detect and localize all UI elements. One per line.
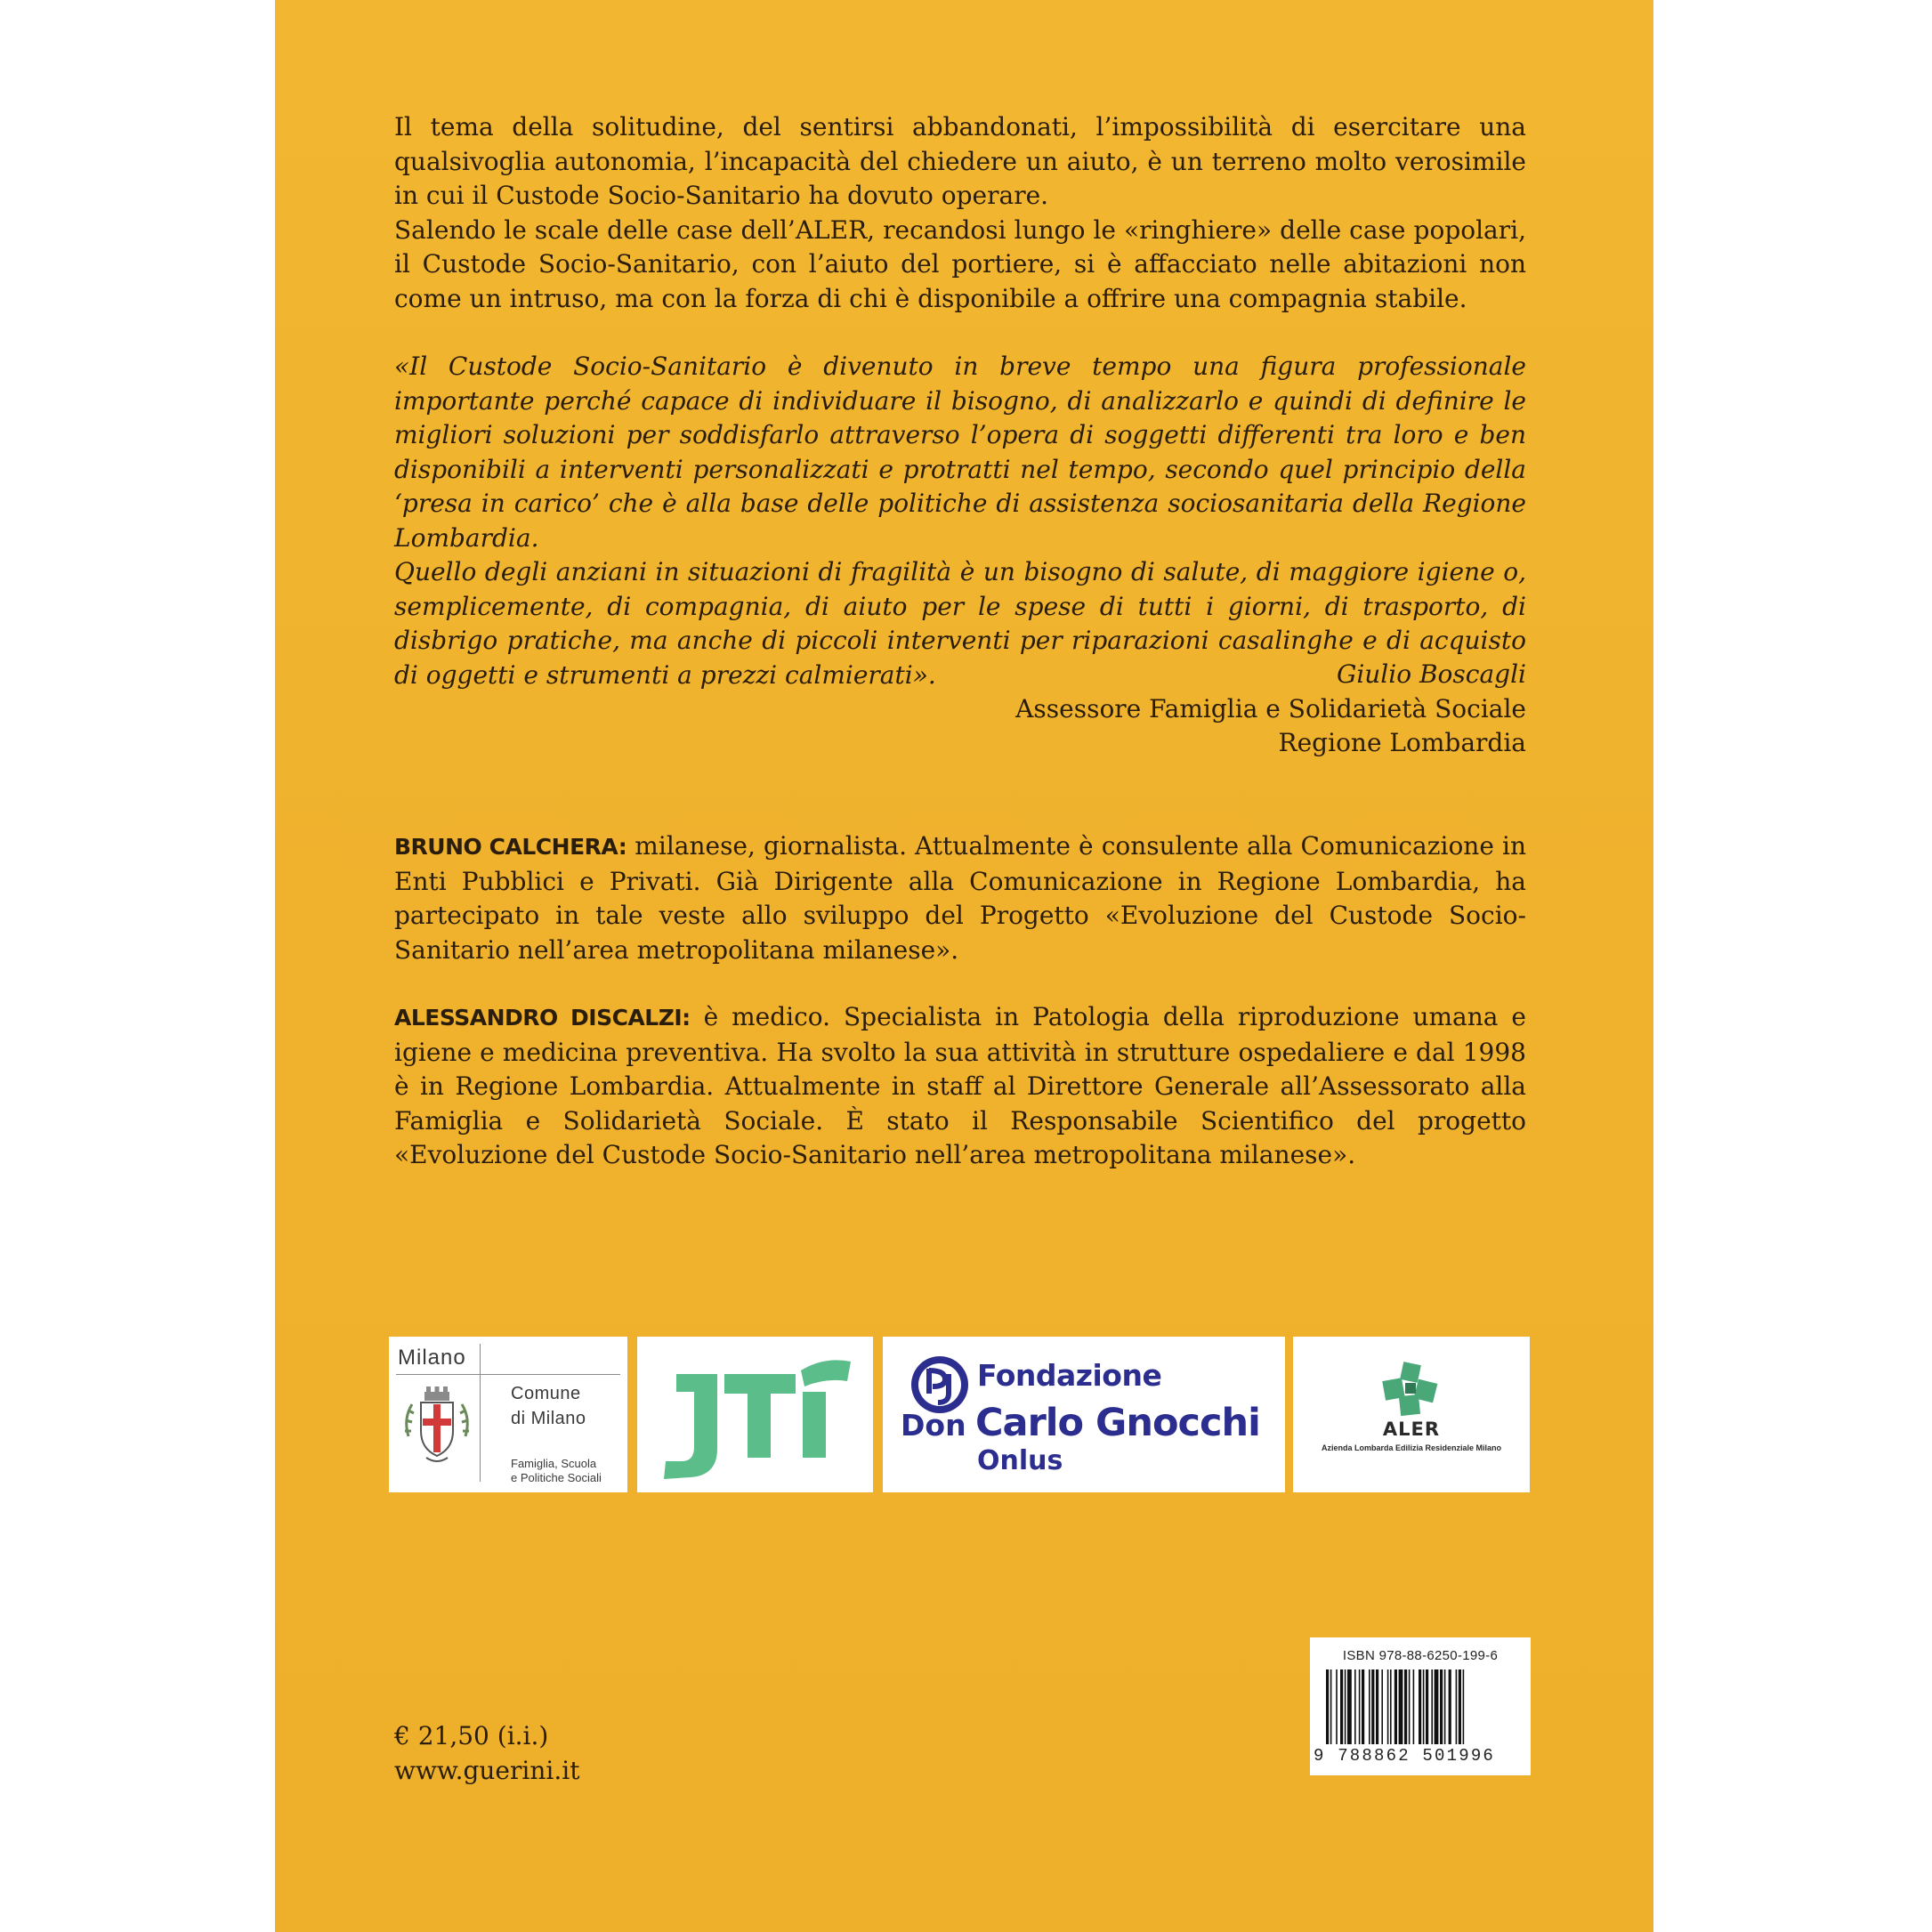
intro-paragraph-1: Il tema della solitudine, del sentirsi abbandonati, l’impossibilità di esercitare una qualsivoglia autonomia, l’incapacità del chiedere un aiuto, è un terreno molto verosimile in cui il Custode Socio-Sanitario ha dovuto operare. [394, 112, 1526, 210]
signature-name: Giulio Boscagli [1336, 659, 1526, 689]
author-bio-discalzi [394, 1000, 1526, 1173]
milano-department-text [511, 1457, 602, 1485]
milano-divider-vertical [480, 1344, 481, 1482]
intro-text [394, 110, 1526, 316]
gnocchi-line-carlo-gnocchi: Carlo Gnocchi [975, 1401, 1260, 1445]
isbn-barcode [1310, 1637, 1531, 1775]
gnocchi-wordmark [883, 1337, 1285, 1492]
logo-fondazione-carlo-gnocchi [883, 1337, 1285, 1492]
milano-comune-line2: di Milano [511, 1409, 586, 1428]
milano-divider-horizontal [396, 1374, 620, 1375]
milano-comune-line1: Comune [511, 1384, 581, 1403]
gnocchi-line-onlus: Onlus [977, 1445, 1063, 1476]
aler-house-icon [1378, 1362, 1443, 1417]
barcode-icon [1321, 1669, 1520, 1744]
publisher-website[interactable]: www.guerini.it [394, 1756, 580, 1785]
milano-comune-text [511, 1381, 586, 1431]
quote-paragraph-2: Quello degli anziani in situazioni di fragilità è un bisogno di salute, di maggiore igiene o, semplicemente, di compagnia, di aiuto per le spese di tutti i giorni, di trasporto, di disbrigo pratiche, ma anche di piccoli interventi per riparazioni casalinghe e di acquisto di oggetti e strumenti a prezzi calmierati». [394, 557, 1526, 690]
author-bio-calchera [394, 829, 1526, 967]
ean-digits: 9 788862 501996 [1314, 1746, 1496, 1766]
quote-text [394, 350, 1526, 692]
milano-crest-icon [400, 1383, 474, 1468]
quote-signature [1015, 658, 1526, 761]
signature-role: Assessore Famiglia e Solidarietà Sociale [1015, 693, 1526, 723]
aler-subtitle: Azienda Lombarda Edilizia Residenziale Milano [1321, 1443, 1502, 1452]
logo-aler [1293, 1337, 1530, 1492]
logo-jti [637, 1337, 873, 1492]
gnocchi-line-don: Don [901, 1408, 966, 1443]
milano-dept-line1: Famiglia, Scuola [511, 1457, 597, 1470]
gnocchi-line-fondazione: Fondazione [977, 1358, 1162, 1393]
signature-org: Regione Lombardia [1278, 728, 1526, 757]
milano-title: Milano [398, 1346, 466, 1370]
author-text-calchera: milanese, giornalista. Attualmente è consulente alla Comunicazione in Enti Pubblici e Privati. Già Dirigente alla Comunicazione in Regione Lombardia, ha partecipato in tale veste allo sviluppo del Progetto «Evoluzione del Custode Socio-Sanitario nell’area metropolitana milanese». [394, 831, 1526, 965]
intro-paragraph-2: Salendo le scale delle case dell’ALER, recandosi lungo le «ringhiere» delle case popolari, il Custode Socio-Sanitario, con l’aiuto del portiere, si è affacciato nelle abitazioni non come un intruso, ma con la forza di chi è disponibile a offrire una compagnia stabile. [394, 214, 1526, 313]
logo-comune-milano [389, 1337, 627, 1492]
isbn-text: ISBN 978-88-6250-199-6 [1342, 1648, 1499, 1663]
price: € 21,50 (i.i.) [394, 1721, 549, 1750]
jti-logo-icon [655, 1344, 855, 1486]
author-name-calchera: BRUNO CALCHERA: [394, 834, 627, 860]
milano-dept-line2: e Politiche Sociali [511, 1471, 602, 1484]
author-text-discalzi: è medico. Specialista in Patologia della riproduzione umana e igiene e medicina preventiva. Ha svolto la sua attività in strutture ospedaliere e dal 1998 è in Regione Lombardia. Attualmente in staff al Direttore Generale all’Assessorato alla Famiglia e Solidarietà Sociale. È stato il Responsabile Scientifico del progetto «Evoluzione del Custode Socio-Sanitario nell’area metropolitana milanese». [394, 1002, 1526, 1169]
aler-name: ALER [1382, 1419, 1441, 1440]
author-name-discalzi: ALESSANDRO DISCALZI: [394, 1005, 691, 1031]
quote-paragraph-1: «Il Custode Socio-Sanitario è divenuto in breve tempo una figura professionale importante perché capace di individuare il bisogno, di analizzarlo e quindi di definire le migliori soluzioni per soddisfarlo attraverso l’opera di soggetti differenti tra loro e ben disponibili a interventi personalizzati e protratti nel tempo, secondo quel principio della ‘presa in carico’ che è alla base delle politiche di assistenza sociosanitaria della Regione Lombardia. [394, 352, 1526, 553]
